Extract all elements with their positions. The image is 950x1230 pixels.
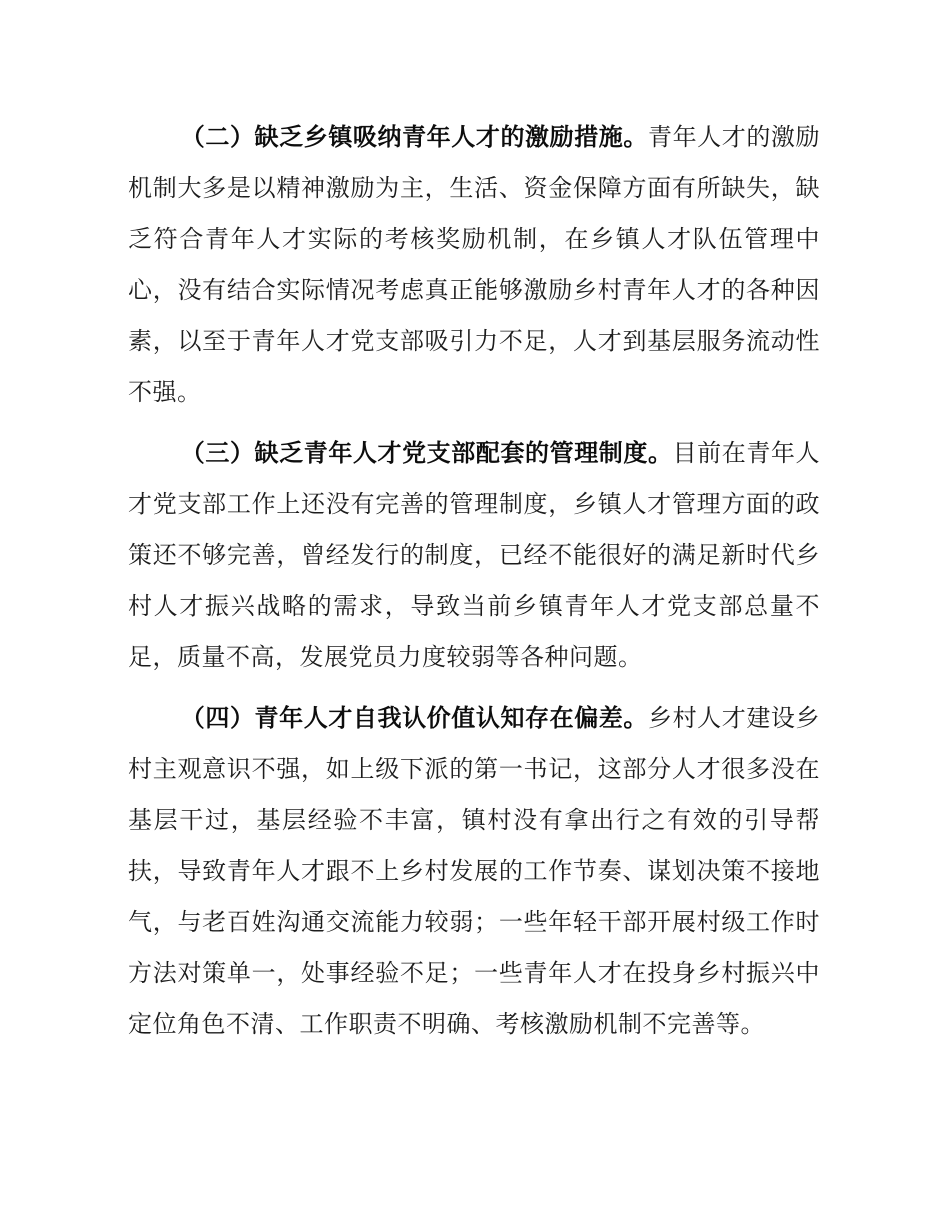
paragraph-2-body: 青年人才的激励机制大多是以精神激励为主，生活、资金保障方面有所缺失，缺乏符合青年人才实际的考核奖励机制，在乡镇人才队伍管理中心，没有结合实际情况考虑真正能够激励乡村青年人才的各种因素，以至于青年人才党支部吸引力不足，人才到基层服务流动性不强。 [128,125,821,406]
paragraph-3-body: 目前在青年人才党支部工作上还没有完善的管理制度，乡镇人才管理方面的政策还不够完善，曾经发行的制度，已经不能很好的满足新时代乡村人才振兴战略的需求，导致当前乡镇青年人才党支部总量不足，质量不高，发展党员力度较弱等各种问题。 [128,441,821,671]
paragraph-4-body: 乡村人才建设乡村主观意识不强，如上级下派的第一书记，这部分人才很多没在基层干过，基层经验不丰富，镇村没有拿出行之有效的引导帮扶，导致青年人才跟不上乡村发展的工作节奏、谋划决策不接地气，与老百姓沟通交流能力较弱；一些年轻干部开展村级工作时方法对策单一，处事经验不足；一些青年人才在投身乡村振兴中定位角色不清、工作职责不明确、考核激励机制不完善等。 [128,706,821,1038]
paragraph-2-heading: （二）缺乏乡镇吸纳青年人才的激励措施。 [180,124,648,151]
paragraph-3-heading: （三）缺乏青年人才党支部配套的管理制度。 [180,440,673,467]
paragraph-2 [128,112,820,419]
paragraph-4-heading: （四）青年人才自我认价值认知存在偏差。 [180,705,648,732]
paragraph-4 [128,693,820,1051]
paragraph-3 [128,428,820,684]
